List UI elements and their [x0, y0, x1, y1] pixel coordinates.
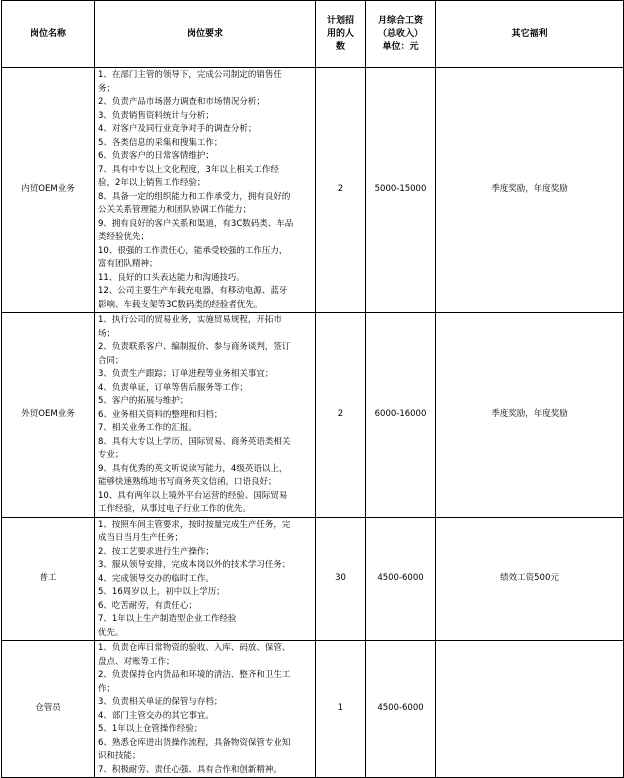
headcount: 2 [316, 313, 366, 518]
requirement-line: 4、对客户及同行业竞争对手的调查分析； [98, 124, 257, 134]
requirement-line: 7、相关业务工作的汇报。 [98, 423, 197, 433]
requirements-cell [95, 68, 316, 313]
header-requirements: 岗位要求 [95, 1, 316, 68]
requirement-line: 3、负责相关单证的保管与存档； [98, 697, 223, 707]
requirement-line: 3、负责销售资料统计与分析； [98, 110, 214, 121]
requirement-line: 专业； [98, 450, 124, 460]
header-salary [366, 1, 436, 68]
requirement-line: 作； [98, 683, 116, 694]
requirement-line: 工作经验，从事过电子行业工作的优先。 [98, 504, 252, 514]
requirement-line: 务； [98, 83, 116, 94]
header-benefits: 其它福利 [436, 1, 624, 68]
headcount: 30 [316, 517, 366, 641]
requirement-line: 6、吃苦耐劳，有责任心； [98, 600, 197, 611]
position-name: 仓管员 [2, 641, 95, 778]
header-salary-line: （总收入） [377, 28, 423, 39]
benefits: 季度奖励，年度奖励 [436, 68, 624, 313]
requirement-line: 4、负责单证，订单等售后服务等工作； [98, 382, 248, 393]
requirement-line: 9、具有优秀的英文听说读写能力，4级英语以上， [98, 463, 288, 474]
requirement-line: 7、具有中专以上文化程度，3年以上相关工作经 [98, 164, 279, 175]
requirement-line: 4、部门主管交办的其它事宜。 [98, 710, 214, 721]
headcount: 2 [316, 68, 366, 313]
position-name: 外贸OEM业务 [2, 313, 95, 518]
header-position-name: 岗位名称 [2, 1, 95, 68]
table-row [2, 313, 624, 518]
requirement-line: 富有团队精神； [98, 259, 158, 269]
salary: 4500-6000 [366, 641, 436, 778]
requirement-line: 11、良好的口头表达能力和沟通技巧。 [98, 272, 245, 283]
requirement-line: 5、各类信息的采集和搜集工作； [98, 137, 223, 148]
requirement-line: 6、负责客户的日常客情维护； [98, 151, 214, 161]
table-row [2, 517, 624, 641]
requirement-line: 4、完成领导交办的临时工作。 [98, 573, 214, 584]
requirement-line: 3、服从领导安排，完成本岗以外的技术学习任务； [98, 560, 291, 570]
header-headcount-line: 数 [335, 41, 345, 52]
requirement-line: 场； [98, 328, 116, 339]
requirement-line: 1、按照车间主管要求，按时按量完成生产任务，完 [98, 519, 291, 530]
header-row [2, 1, 624, 68]
requirement-line: 优先。 [98, 627, 124, 638]
requirements-cell [95, 517, 316, 641]
requirement-line: 3、负责生产跟踪；订单进程等业务相关事宜； [98, 369, 274, 379]
position-name: 普工 [2, 517, 95, 641]
salary: 4500-6000 [366, 517, 436, 641]
requirement-line: 6、熟悉仓库进出货操作流程，具备物资保管专业知 [98, 737, 291, 748]
requirement-line: 2、负责联系客户、编制报价、参与商务谈判，签订 [98, 342, 291, 352]
requirement-line: 2、负责产品市场潜力调查和市场情况分析； [98, 97, 265, 107]
requirement-line: 公关关系管理能力和团队协调工作能力； [98, 205, 252, 215]
requirements-cell [95, 313, 316, 518]
requirement-line: 1、负责仓库日常物资的验收、入库、码放、保管、 [98, 643, 291, 653]
position-name: 内贸OEM业务 [2, 68, 95, 313]
requirement-line: 2、负责保持仓内货品和环境的清洁、整齐和卫生工 [98, 670, 291, 680]
requirement-line: 7、积极耐劳、责任心强、具有合作和创新精神。 [98, 764, 282, 775]
requirement-line: 9、拥有良好的客户关系和渠道，有3C数码类、车品 [98, 218, 294, 229]
benefits: 季度奖励，年度奖励 [436, 313, 624, 518]
requirement-line: 1、在部门主管的领导下，完成公司制定的销售任 [98, 70, 282, 80]
requirement-line: 5、1年以上仓管操作经验； [98, 724, 203, 734]
requirement-line: 验，2年以上销售工作经验； [98, 178, 206, 188]
header-headcount-line: 用的人 [326, 28, 354, 39]
salary: 5000-15000 [366, 68, 436, 313]
requirement-line: 影响、车载支架等3C数码类的经验者优先。 [98, 299, 263, 310]
requirement-line: 成当日当月生产任务； [98, 533, 184, 543]
header-salary-line: 单位：元 [382, 41, 419, 52]
requirement-line: 2、按工艺要求进行生产操作； [98, 546, 214, 557]
requirement-line: 1、执行公司的贸易业务，实施贸易规程，开拓市 [98, 315, 282, 325]
benefits [436, 641, 624, 778]
requirement-line: 合同； [98, 355, 124, 366]
header-headcount [316, 1, 366, 68]
requirement-line: 盘点、对账等工作； [98, 656, 175, 667]
salary: 6000-16000 [366, 313, 436, 518]
requirement-line: 8、具备一定的组织能力和工作承受力，拥有良好的 [98, 191, 291, 202]
headcount: 1 [316, 641, 366, 778]
job-table [1, 0, 624, 778]
requirement-line: 6、业务相关资料的整理和归档； [98, 409, 223, 420]
benefits: 绩效工资500元 [436, 517, 624, 641]
requirement-line: 类经验优先； [98, 232, 150, 242]
requirement-line: 7、1年以上生产制造型企业工作经验 [98, 614, 237, 624]
requirement-line: 8、具有大专以上学历，国际贸易、商务英语类相关 [98, 436, 291, 447]
requirement-line: 10、具有两年以上境外平台运营的经验、国际贸易 [98, 490, 288, 501]
requirement-line: 5、客户的拓展与维护； [98, 396, 189, 406]
table-row [2, 68, 624, 313]
header-salary-line: 月综合工资 [377, 15, 423, 26]
header-headcount-line: 计划招 [326, 15, 354, 26]
requirement-line: 12、公司主要生产车载充电器，有移动电源、蓝牙 [98, 286, 288, 296]
requirements-cell [95, 641, 316, 778]
requirement-line: 10、很强的工作责任心，能承受较强的工作压力， [98, 245, 288, 256]
requirement-line: 5、16周岁以上，初中以上学历； [98, 587, 225, 597]
table-row [2, 641, 624, 778]
requirement-line: 识和技能； [98, 751, 141, 761]
requirement-line: 能够快速熟练地书写商务英文信函，口语良好； [98, 477, 277, 487]
